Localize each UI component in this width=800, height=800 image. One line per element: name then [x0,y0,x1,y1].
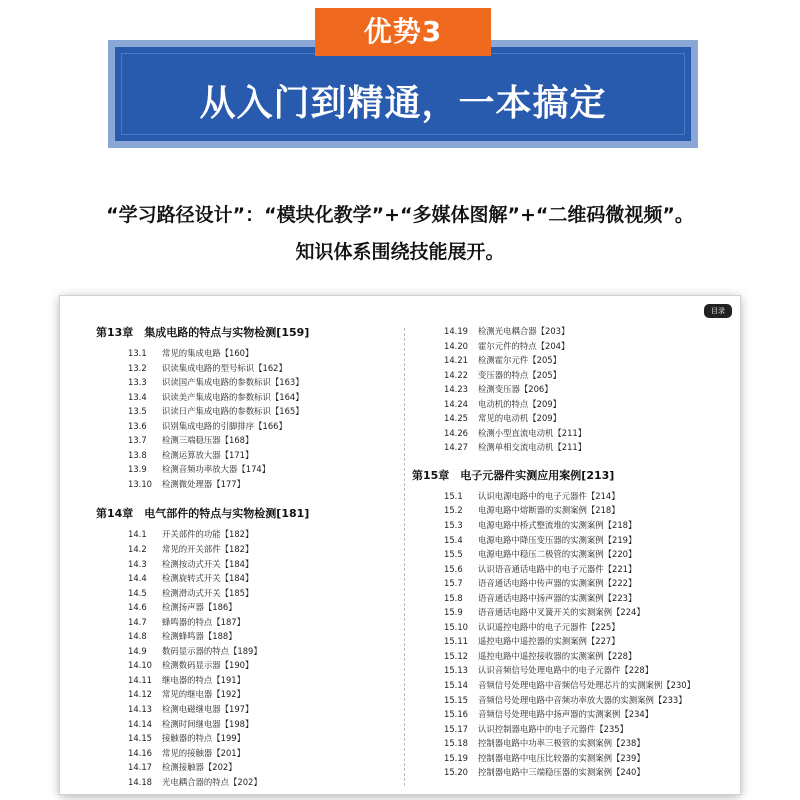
toc-item-title: 语音通话电路中传声器的实测案例【222】 [478,578,637,589]
toc-item-number: 14.14 [128,718,152,729]
toc-item-number: 13.5 [128,406,147,417]
toc-item-number: 14.8 [128,631,147,642]
toc-item-number: 13.9 [128,464,147,475]
toc-item-title: 音频信号处理电路中扬声器的实测案例【234】 [478,709,654,720]
toc-item-title: 音频信号处理电路中音频信号处理芯片的实测案例【230】 [478,680,695,691]
toc-item-title: 检测霍尔元件【205】 [478,355,561,366]
toc-item-number: 13.3 [128,377,147,388]
toc-item-number: 14.19 [444,326,468,336]
toc-item [96,658,396,673]
toc-item-title: 检测三端稳压器【168】 [162,435,254,446]
toc-item-title: 检测光电耦合器【203】 [478,326,570,336]
toc-item [412,426,732,441]
toc-item-title: 检测变压器【206】 [478,384,553,395]
chapter-14-list [96,527,396,789]
toc-item-number: 13.6 [128,420,147,431]
toc-item [412,591,732,606]
toc-item [412,353,732,368]
toc-item-title: 遥控电路中遥控器的实测案例【227】 [478,636,620,647]
toc-item-number: 15.2 [444,505,463,516]
toc-item [96,448,396,463]
toc-item-title: 认识语音通话电路中的电子元器件【221】 [478,563,637,574]
toc-item [412,576,732,591]
toc-item-title: 识别集成电路的引脚排序【166】 [162,420,287,431]
toc-item-number: 14.10 [128,660,152,671]
toc-item [96,346,396,361]
toc-item [412,547,732,562]
toc-item-title: 检测电磁继电器【197】 [162,704,254,715]
toc-item-number: 15.1 [444,490,463,501]
toc-item [412,518,732,533]
description-line-1: “学习路径设计”：“模块化教学”+“多媒体图解”+“二维码微视频”。 [106,204,694,226]
toc-item-number: 15.20 [444,767,468,778]
toc-item [412,620,732,635]
toc-item [96,731,396,746]
toc-item [96,615,396,630]
toc-item-title: 常见的开关部件【182】 [162,544,254,555]
toc-item-title: 开关部件的功能【182】 [162,529,254,540]
toc-item [96,404,396,419]
toc-item-title: 检测接触器【202】 [162,762,237,773]
toc-item-number: 14.23 [444,384,468,395]
toc-item-title: 电源电路中降压变压器的实测案例【219】 [478,534,637,545]
toc-item-number: 15.6 [444,563,463,574]
toc-item-number: 13.10 [128,478,152,489]
toc-item-title: 变压器的特点【205】 [478,369,561,380]
toc-item [412,634,732,649]
toc-item-title: 控制器电路中三端稳压器的实测案例【240】 [478,767,645,778]
toc-item [412,397,732,412]
toc-item [96,462,396,477]
toc-item-number: 14.5 [128,587,147,598]
toc-item-number: 14.11 [128,674,152,685]
toc-item [96,600,396,615]
toc-item [96,746,396,761]
toc-item [96,673,396,688]
toc-item [412,751,732,766]
toc-item-number: 14.15 [128,733,152,744]
toc-item [412,489,732,504]
toc-item-title: 检测时间继电器【198】 [162,718,254,729]
toc-item-title: 常见的集成电路【160】 [162,348,254,358]
toc-item-title: 遥控电路中遥控接收器的实测案例【228】 [478,650,637,661]
toc-item [96,571,396,586]
toc-item-number: 14.18 [128,776,152,787]
toc-item [96,419,396,434]
toc-item [412,649,732,664]
toc-item-title: 常见的继电器【192】 [162,689,245,700]
toc-item-title: 电源电路中桥式整流堆的实测案例【218】 [478,520,637,531]
toc-item-title: 检测音频功率放大器【174】 [162,464,271,475]
toc-item-title: 语音通话电路中叉簧开关的实测案例【224】 [478,607,645,618]
toc-item [412,562,732,577]
toc-item [96,629,396,644]
toc-item-number: 15.8 [444,592,463,603]
column-divider [404,328,405,786]
chapter-15-list [412,489,732,780]
toc-item [96,702,396,717]
toc-item-number: 13.2 [128,362,147,373]
toc-item [412,339,732,354]
toc-tag: 目录 [704,304,732,318]
toc-item-number: 14.27 [444,442,468,453]
chapter-14-continued-list [412,324,732,455]
toc-item [412,736,732,751]
toc-item [412,707,732,722]
toc-item-title: 识读集成电路的型号标识【162】 [162,362,287,373]
toc-item-title: 检测小型直流电动机【211】 [478,427,587,438]
toc-item-title: 电动机的特点【209】 [478,398,561,409]
toc-item [96,477,396,492]
toc-item-number: 14.6 [128,602,147,613]
toc-item-title: 检测按动式开关【184】 [162,558,254,569]
toc-item [96,361,396,376]
chapter-15-heading: 第15章 电子元器件实测应用案例[213] [412,468,615,482]
toc-item-title: 认识音频信号处理电路中的电子元器件【228】 [478,665,654,676]
toc-item-title: 控制器电路中电压比较器的实测案例【239】 [478,752,645,763]
toc-item-title: 识读国产集成电路的参数标识【163】 [162,377,304,388]
toc-item-title: 光电耦合器的特点【202】 [162,776,262,787]
toc-item-title: 认识遥控电路中的电子元器件【225】 [478,621,620,632]
toc-item-title: 识读日产集成电路的参数标识【165】 [162,406,304,417]
toc-item-number: 14.2 [128,544,147,555]
toc-item-title: 认识电源电路中的电子元器件【214】 [478,490,620,501]
toc-item-number: 15.7 [444,578,463,589]
toc-item [412,765,732,780]
toc-item-title: 检测滑动式开关【185】 [162,587,254,598]
toc-item-number: 13.1 [128,348,147,358]
toc-item [96,433,396,448]
description-line-2: 知识体系围绕技能展开。 [295,241,505,263]
toc-item-number: 15.12 [444,650,468,661]
toc-item-number: 14.17 [128,762,152,773]
banner-title: 从入门到精通，一本搞定 [199,83,607,124]
toc-item-title: 电源电路中熔断器的实测案例【218】 [478,505,620,516]
toc-item-number: 15.4 [444,534,463,545]
toc-item-number: 15.5 [444,549,463,560]
toc-item-title: 常见的电动机【209】 [478,413,561,424]
toc-item [412,605,732,620]
toc-item-number: 15.19 [444,752,468,763]
toc-item-number: 15.16 [444,709,468,720]
toc-item-number: 14.20 [444,340,468,351]
toc-item-number: 14.12 [128,689,152,700]
toc-item [412,503,732,518]
toc-item-title: 蜂鸣器的特点【187】 [162,616,245,627]
toc-item-title: 识读美产集成电路的参数标识【164】 [162,391,304,402]
toc-item-number: 13.4 [128,391,147,402]
toc-item-number: 15.14 [444,680,468,691]
toc-item-number: 15.18 [444,738,468,749]
toc-item [96,557,396,572]
toc-item-title: 继电器的特点【191】 [162,674,245,685]
toc-item [412,533,732,548]
toc-item [412,411,732,426]
toc-item [96,542,396,557]
toc-item-number: 15.9 [444,607,463,618]
advantage-badge: 优势3 [315,8,491,56]
toc-item-title: 检测蜂鸣器【188】 [162,631,237,642]
toc-item [412,368,732,383]
toc-item-number: 15.15 [444,694,468,705]
toc-item-number: 14.24 [444,398,468,409]
toc-item [96,644,396,659]
toc-item [412,440,732,455]
toc-item-number: 14.25 [444,413,468,424]
banner [108,40,698,148]
toc-item-number: 14.3 [128,558,147,569]
toc-item-number: 14.4 [128,573,147,584]
toc-item-title: 检测旋转式开关【184】 [162,573,254,584]
toc-left-column [96,296,396,789]
toc-item-title: 检测扬声器【186】 [162,602,237,613]
toc-item [412,722,732,737]
toc-item-number: 15.3 [444,520,463,531]
toc-item-title: 检测微处理器【177】 [162,478,245,489]
toc-item-title: 音频信号处理电路中音频功率放大器的实测案例【233】 [478,694,687,705]
toc-item-number: 15.10 [444,621,468,632]
chapter-13-heading: 第13章 集成电路的特点与实物检测[159] [96,326,310,339]
toc-item [96,375,396,390]
toc-item-title: 电源电路中稳压二极管的实测案例【220】 [478,549,637,560]
toc-item-number: 15.13 [444,665,468,676]
toc-item [412,693,732,708]
toc-item-number: 14.1 [128,529,147,540]
toc-item-number: 15.17 [444,723,468,734]
toc-item [412,678,732,693]
toc-item [412,382,732,397]
toc-item-title: 接触器的特点【199】 [162,733,245,744]
chapter-14-heading: 第14章 电气部件的特点与实物检测[181] [96,507,310,521]
toc-item-number: 14.9 [128,645,147,656]
toc-item-title: 控制器电路中功率三极管的实测案例【238】 [478,738,645,749]
toc-page [60,296,740,794]
toc-item-number: 14.16 [128,747,152,758]
toc-item-title: 常见的接触器【201】 [162,747,245,758]
toc-item-title: 检测运算放大器【171】 [162,449,254,460]
toc-item-number: 13.7 [128,435,147,446]
toc-item [96,775,396,790]
toc-item [96,586,396,601]
toc-item-number: 14.26 [444,427,468,438]
toc-item [96,760,396,775]
toc-item-title: 语音通话电路中扬声器的实测案例【223】 [478,592,637,603]
toc-item-number: 13.8 [128,449,147,460]
toc-item [412,324,732,339]
toc-item [96,687,396,702]
toc-item-title: 数码显示器的特点【189】 [162,645,262,656]
toc-item-title: 检测数码显示器【190】 [162,660,254,671]
toc-item [412,663,732,678]
toc-item-number: 14.21 [444,355,468,366]
toc-item-title: 霍尔元件的特点【204】 [478,340,570,351]
toc-item-title: 检测单相交流电动机【211】 [478,442,587,453]
chapter-13-list [96,346,396,491]
toc-right-column [412,296,732,780]
toc-item-number: 14.13 [128,704,152,715]
toc-item-number: 15.11 [444,636,468,647]
toc-item-number: 14.22 [444,369,468,380]
toc-item-title: 认识控制器电路中的电子元器件【235】 [478,723,628,734]
toc-item-number: 14.7 [128,616,147,627]
toc-item [96,527,396,542]
toc-item [96,717,396,732]
toc-item [96,390,396,405]
